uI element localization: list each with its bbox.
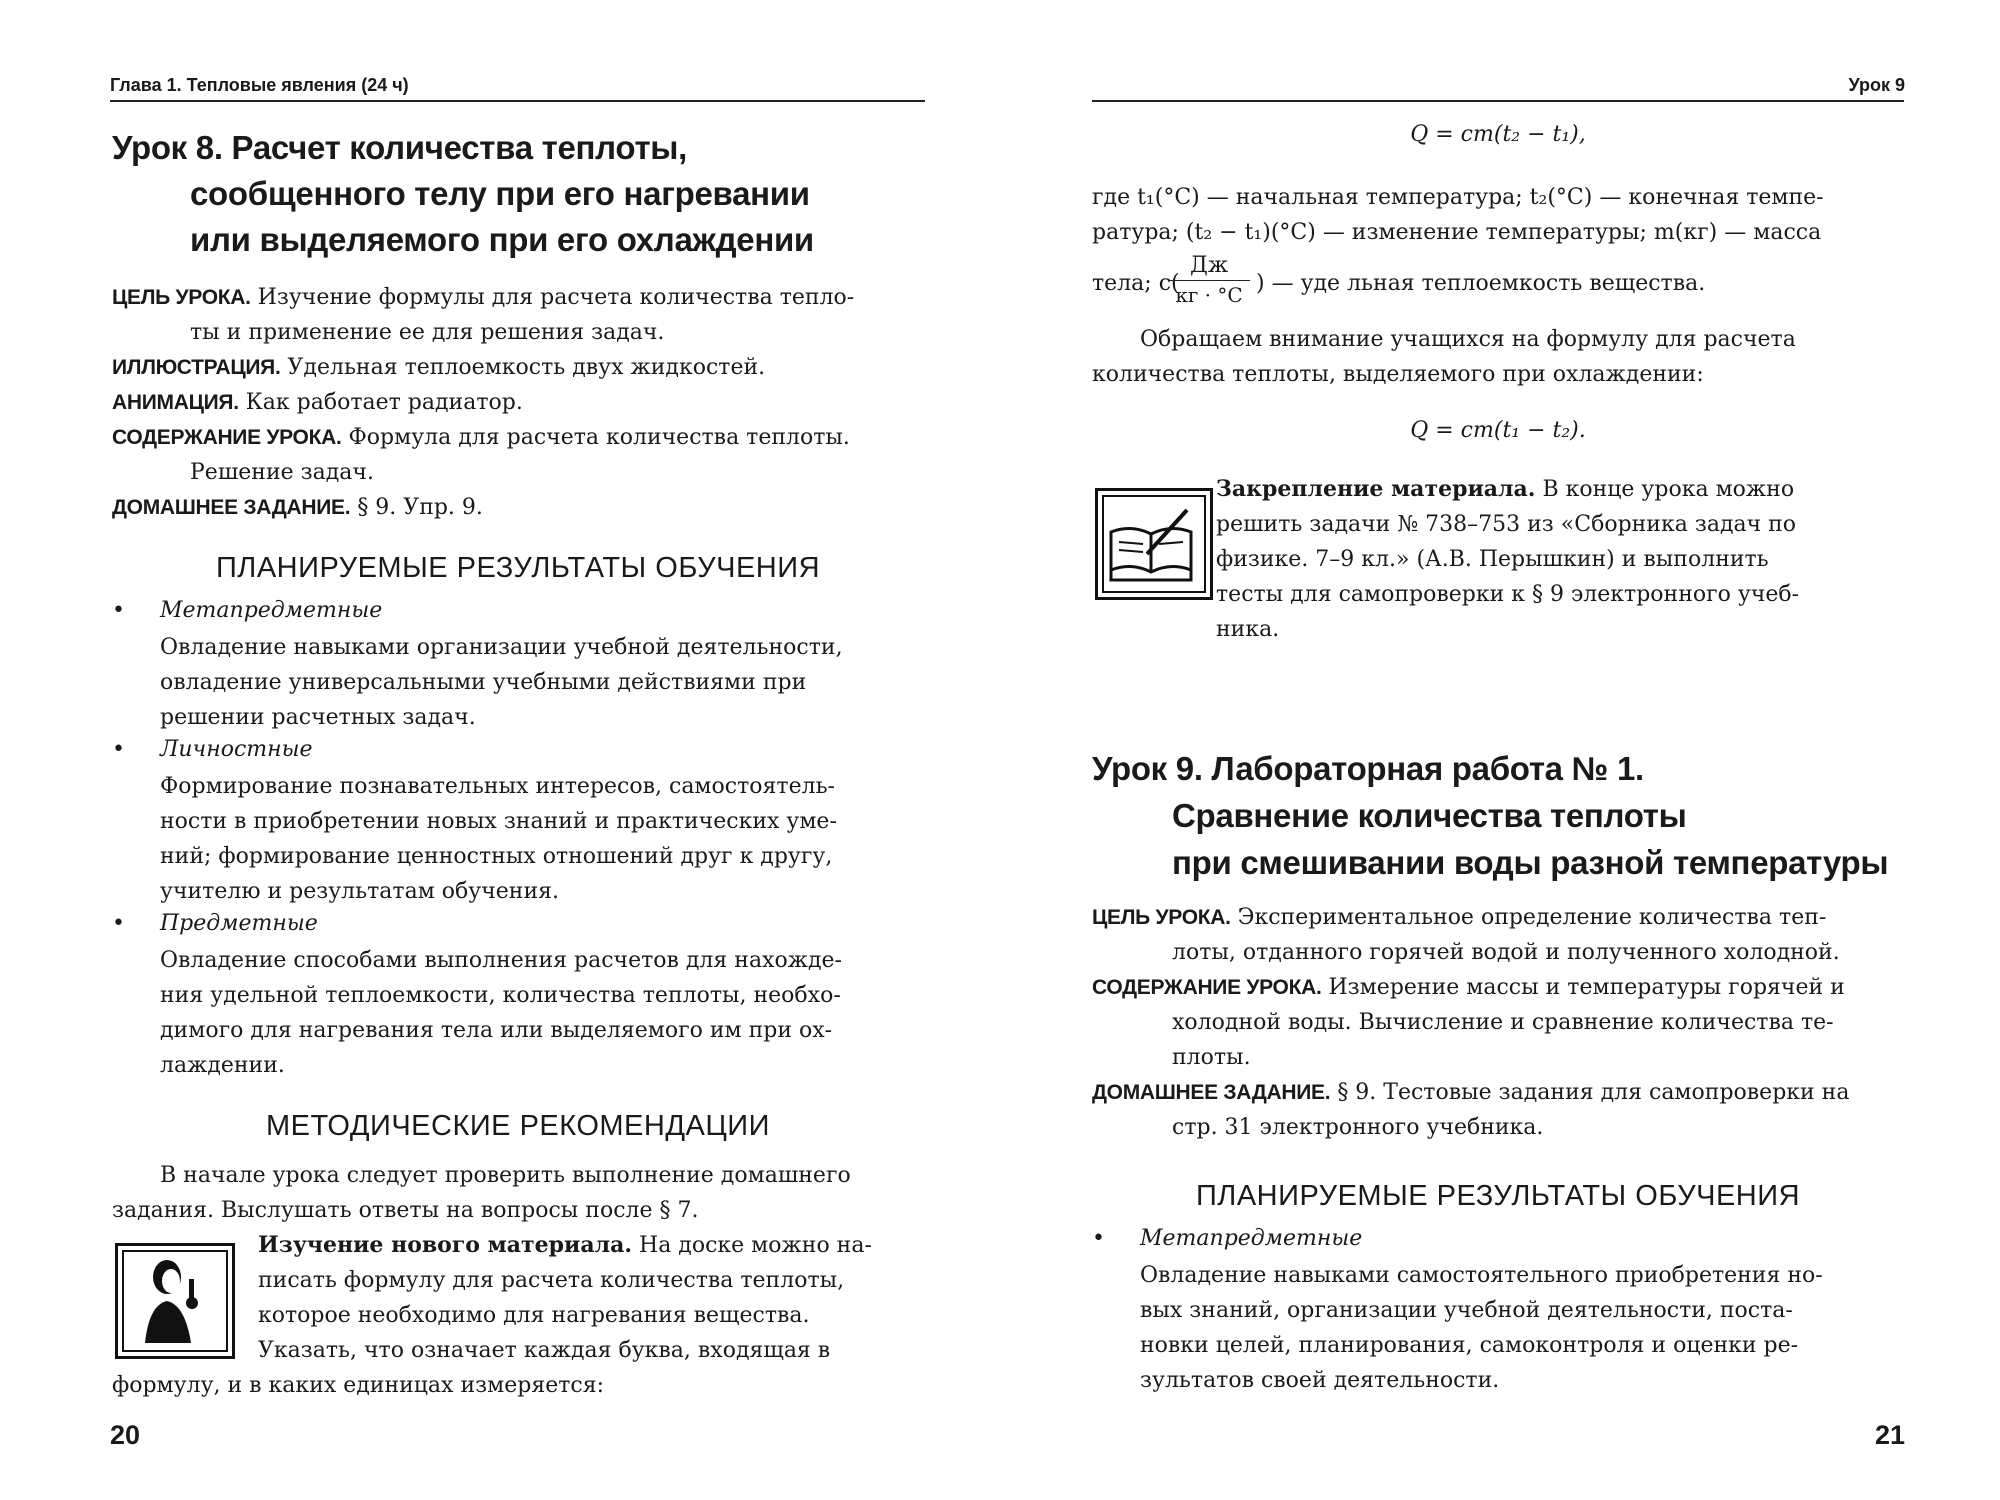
lesson8-title-line2: сообщенного телу при его нагревании — [190, 175, 810, 212]
reinforce-line: тесты для самопроверки к § 9 электронного учеб- — [1216, 582, 1800, 607]
reinforce-line: решить задачи № 738–753 из «Сборника задач по — [1216, 512, 1797, 537]
explain-line: ратура; (t₂ − t₁)(°C) — изменение температуры; m(кг) — масса — [1092, 220, 1822, 245]
meta-homework-label: ДОМАШНЕЕ ЗАДАНИЕ. — [112, 496, 351, 519]
method-paragraph — [112, 1158, 924, 1228]
meta-illustration-text: Удельная теплоемкость двух жидкостей. — [287, 355, 766, 380]
meta-homework-text: § 9. Упр. 9. — [357, 495, 483, 520]
meta-animation — [112, 385, 924, 420]
result-line: димого для нагревания тела или выделяемого им при ох- — [160, 1018, 833, 1043]
result-line: Овладение навыками самостоятельного приобретения но- — [1140, 1263, 1823, 1288]
attention-paragraph — [1092, 322, 1904, 392]
lesson8-title-line1: Урок 8. Расчет количества теплоты, — [112, 129, 688, 166]
reinforce-label: Закрепление материала. — [1216, 476, 1536, 502]
explain-line: где t₁(°C) — начальная температура; t₂(°C) — конечная темпе- — [1092, 185, 1824, 210]
unit-fraction — [1168, 252, 1250, 309]
lesson9-title-line1: Урок 9. Лабораторная работа № 1. — [1092, 750, 1644, 787]
running-head-left: Глава 1. Тепловые явления (24 ч) — [110, 75, 409, 95]
meta9-homework — [1092, 1075, 1904, 1145]
meta9-content — [1092, 970, 1904, 1075]
result-title-subject: Предметные — [160, 911, 318, 936]
fraction-numerator: Дж — [1168, 252, 1250, 281]
result9-title-meta: Метапредметные — [1140, 1226, 1363, 1251]
formula-explanation-3 — [1092, 252, 1904, 322]
result-line: ности в приобретении новых знаний и практических уме- — [160, 809, 837, 834]
result-text-subject — [160, 943, 924, 1083]
result-title-personal: Личностные — [160, 737, 313, 762]
new-material-line: писать формулу для расчета количества теплоты, — [258, 1268, 845, 1293]
result-text-personal — [160, 769, 924, 909]
lesson8-title-line3: или выделяемого при его охлаждении — [190, 221, 814, 258]
page-number-left: 20 — [110, 1420, 141, 1450]
right-page — [1000, 0, 2000, 1500]
new-material-line: На доске можно на- — [639, 1233, 872, 1258]
bullet-icon: • — [1092, 1226, 1105, 1251]
attention-line: количества теплоты, выделяемого при охлаждении: — [1092, 362, 1704, 387]
new-material-line: Указать, что означает каждая буква, входящая в — [258, 1338, 831, 1363]
result-line: ния удельной теплоемкости, количества теплоты, необхо- — [160, 983, 841, 1008]
explain-prefix: тела; c( — [1092, 271, 1180, 296]
lesson9-title-line3: при смешивании воды разной температуры — [1172, 844, 1889, 881]
meta9-homework-label: ДОМАШНЕЕ ЗАДАНИЕ. — [1092, 1081, 1331, 1104]
meta-animation-label: АНИМАЦИЯ. — [112, 391, 239, 414]
meta9-content-label: СОДЕРЖАНИЕ УРОКА. — [1092, 976, 1322, 999]
meta9-goal-text: Экспериментальное определение количества теп- — [1237, 905, 1827, 930]
meta-illustration — [112, 350, 924, 385]
results-heading-left: ПЛАНИРУЕМЫЕ РЕЗУЛЬТАТЫ ОБУЧЕНИЯ — [215, 552, 821, 584]
bullet-icon: • — [112, 737, 125, 762]
meta9-goal — [1092, 900, 1904, 970]
teacher-icon — [115, 1243, 235, 1359]
method-heading: МЕТОДИЧЕСКИЕ РЕКОМЕНДАЦИИ — [266, 1110, 770, 1142]
attention-line: Обращаем внимание учащихся на формулу для расчета — [1140, 327, 1796, 352]
meta-goal-text-2: ты и применение ее для решения задач. — [190, 320, 665, 345]
reinforce-line: ника. — [1216, 617, 1280, 642]
result-line: учителю и результатам обучения. — [160, 879, 559, 904]
result-text-meta — [160, 630, 924, 735]
meta-content-text-2: Решение задач. — [190, 460, 374, 485]
meta-homework — [112, 490, 924, 525]
explain-suffix: ) — уде льная теплоемкость вещества. — [1256, 271, 1706, 296]
result-line: новки целей, планирования, самоконтроля и оценки ре- — [1140, 1333, 1799, 1358]
result-line: овладение универсальными учебными действиями при — [160, 670, 807, 695]
bullet-icon: • — [112, 911, 125, 936]
meta9-content-text-3: плоты. — [1172, 1045, 1251, 1070]
new-material-label: Изучение нового материала. — [258, 1232, 633, 1258]
meta-goal — [112, 280, 924, 350]
book-pen-icon — [1095, 488, 1213, 600]
meta9-content-text: Измерение массы и температуры горячей и — [1328, 975, 1845, 1000]
new-material-block — [258, 1228, 924, 1368]
formula-explanation — [1092, 180, 1904, 250]
reinforce-block — [1216, 472, 1904, 647]
lesson9-title-line2: Сравнение количества теплоты — [1172, 797, 1687, 834]
meta9-homework-text: § 9. Тестовые задания для самопроверки на — [1337, 1080, 1850, 1105]
header-rule-left — [110, 100, 925, 102]
running-head-right: Урок 9 — [1848, 75, 1905, 95]
meta-animation-text: Как работает радиатор. — [245, 390, 523, 415]
meta9-content-text-2: холодной воды. Вычисление и сравнение количества те- — [1172, 1010, 1834, 1035]
meta-content — [112, 420, 924, 490]
results-heading-right: ПЛАНИРУЕМЫЕ РЕЗУЛЬТАТЫ ОБУЧЕНИЯ — [1195, 1180, 1801, 1212]
result-line: лаждении. — [160, 1053, 285, 1078]
method-line: задания. Выслушать ответы на вопросы после § 7. — [112, 1198, 699, 1223]
meta9-goal-text-2: лоты, отданного горячей водой и полученного холодной. — [1172, 940, 1840, 965]
result-line: Формирование познавательных интересов, самостоятель- — [160, 774, 835, 799]
formula-cooling: Q = cm(t₁ − t₂). — [1410, 418, 1586, 443]
new-material-last-line: формулу, и в каких единицах измеряется: — [112, 1373, 605, 1398]
page-number-right: 21 — [1874, 1420, 1905, 1450]
method-line: В начале урока следует проверить выполнение домашнего — [160, 1163, 851, 1188]
meta9-goal-label: ЦЕЛЬ УРОКА. — [1092, 906, 1231, 929]
result-line: Овладение способами выполнения расчетов для нахожде- — [160, 948, 842, 973]
reinforce-line: В конце урока можно — [1542, 477, 1795, 502]
meta-goal-label: ЦЕЛЬ УРОКА. — [112, 286, 251, 309]
header-rule-right — [1092, 100, 1904, 102]
result-line: ний; формирование ценностных отношений друг к другу, — [160, 844, 833, 869]
result9-text-meta — [1140, 1258, 1904, 1398]
meta-content-label: СОДЕРЖАНИЕ УРОКА. — [112, 426, 342, 449]
result-line: вых знаний, организации учебной деятельности, поста- — [1140, 1298, 1793, 1323]
meta-goal-text: Изучение формулы для расчета количества тепло- — [257, 285, 855, 310]
new-material-line: которое необходимо для нагревания вещества. — [258, 1303, 810, 1328]
result-line: решении расчетных задач. — [160, 705, 476, 730]
meta9-homework-text-2: стр. 31 электронного учебника. — [1172, 1115, 1544, 1140]
result-line: зультатов своей деятельности. — [1140, 1368, 1500, 1393]
meta-content-text: Формула для расчета количества теплоты. — [348, 425, 850, 450]
bullet-icon: • — [112, 598, 125, 623]
result-line: Овладение навыками организации учебной деятельности, — [160, 635, 843, 660]
reinforce-line: физике. 7–9 кл.» (А.В. Перышкин) и выполнить — [1216, 547, 1769, 572]
fraction-denominator: кг · °C — [1175, 283, 1243, 307]
result-title-meta: Метапредметные — [160, 598, 383, 623]
formula-heating: Q = cm(t₂ − t₁), — [1410, 122, 1586, 147]
meta-illustration-label: ИЛЛЮСТРАЦИЯ. — [112, 356, 281, 379]
